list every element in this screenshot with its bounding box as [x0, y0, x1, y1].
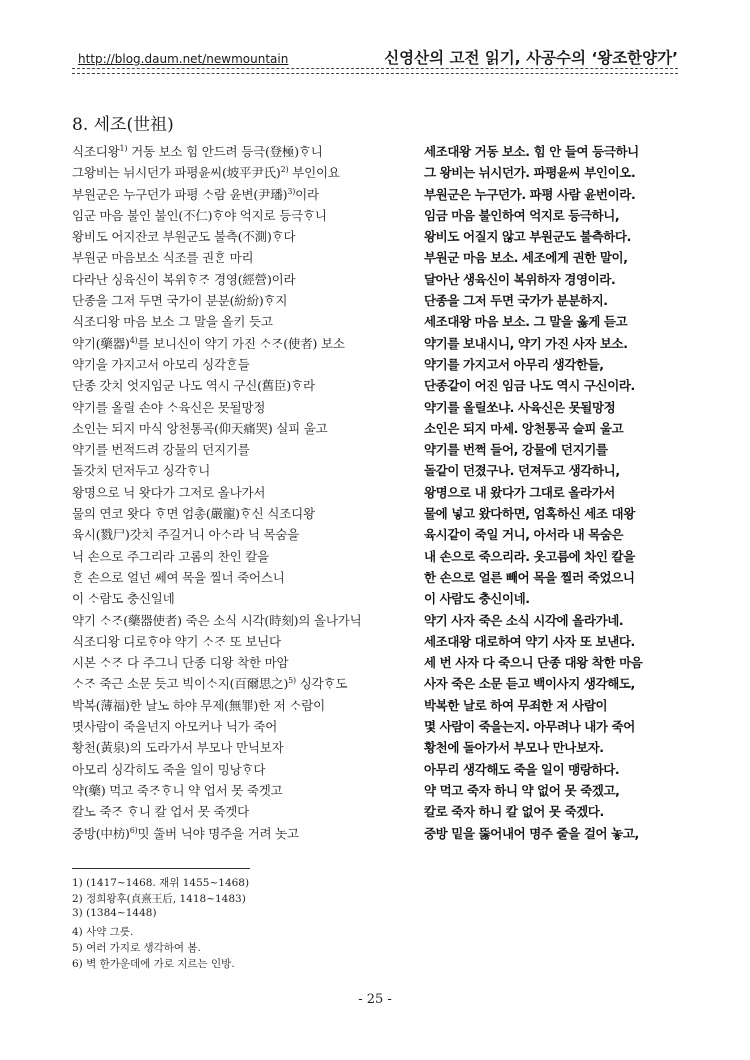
blog-url-link[interactable]: http://blog.daum.net/newmountain — [78, 52, 289, 66]
original-verse-text-rest: 밋 ᄯᅮᆯ버 닉야 명주을 거려 놋고 — [137, 825, 299, 841]
original-verse — [72, 717, 277, 735]
original-verse-text: 식조디왕 — [72, 144, 120, 159]
original-verse-text: 부원군 마음보소 식조를 권ᄒᆞᆫ 마리 — [72, 250, 254, 266]
footnote: 6) 벽 한가운데에 가로 지르는 인방. — [72, 957, 235, 970]
footnote-marker: 6) — [129, 825, 138, 835]
modern-translation: 소인은 되지 마세. 앙천통곡 슬피 울고 — [424, 420, 624, 436]
verse-row — [72, 523, 678, 544]
original-verse — [72, 419, 328, 437]
original-verse-text: 닉 손으로 주그리라 고롬의 찬인 칼을 — [72, 548, 269, 564]
modern-translation: 세조대왕 대로하여 약기 사자 또 보낸다. — [424, 633, 635, 649]
modern-translation: 부원군 마음 보소. 세조에게 권한 말이, — [424, 250, 628, 266]
original-verse — [72, 504, 315, 522]
original-verse — [72, 227, 295, 245]
original-verse-text: ᄒᆞᆫ 손으로 얼넌 쎄여 목을 찔너 죽어스니 — [72, 569, 285, 585]
original-verse — [72, 312, 273, 330]
modern-translation: 내 손으로 죽으리라. 옷고름에 차인 칼을 — [424, 548, 635, 564]
original-verse-text: 칼노 죽ᄌᆞ ᄒᆞ니 칼 업서 못 죽겟다 — [72, 804, 250, 820]
original-verse — [72, 568, 285, 586]
original-verse-text-rest: 를 보니신이 약기 가진 ᄉᆞᄌᆞ(使者) 보소 — [137, 335, 345, 351]
original-verse-text: 박복(薄福)한 날노 하야 무제(無罪)한 저 ᄉᆞ람이 — [72, 697, 326, 713]
original-verse-text: 아모리 싱각히도 죽을 일이 밍낭ᄒᆞ다 — [72, 761, 266, 777]
original-verse-text: 단종 갓치 엇지임군 나도 역시 구신(舊臣)ᄒᆞ라 — [72, 378, 315, 394]
footnote-divider — [72, 868, 250, 869]
modern-translation: 돌같이 던졌구나. 던져두고 생각하니, — [424, 463, 620, 479]
modern-translation: 단종같이 어진 임금 나도 역시 구신이라. — [424, 378, 635, 394]
original-verse-text: 이 ᄉᆞ람도 충신일네 — [72, 591, 175, 607]
original-verse — [72, 291, 287, 309]
page-number: - 25 - — [358, 992, 392, 1007]
modern-translation: 한 손으로 얼른 빼어 목을 찔러 죽었으니 — [424, 569, 635, 585]
original-verse — [72, 334, 345, 352]
modern-translation: 약기를 가지고서 아무리 생각한들, — [424, 356, 604, 372]
modern-translation: 세조대왕 거동 보소. 힘 안 들여 등극하니 — [424, 144, 639, 159]
modern-translation: 육시같이 죽일 거니, 아서라 내 목숨은 — [424, 527, 624, 543]
original-verse-text: 황천(黃泉)의 도라가서 부모나 만닉보자 — [72, 740, 284, 756]
original-verse-text: 물의 연코 왓다 ᄒᆞ면 엄총(嚴寵)ᄒᆞ신 식조디왕 — [72, 506, 315, 522]
original-verse — [72, 653, 288, 671]
modern-translation: 임금 마음 불인하여 억지로 등극하니, — [424, 207, 620, 223]
page-header — [72, 44, 678, 70]
footnote: 2) 정희왕후(貞熹王后, 1418~1483) — [72, 893, 246, 906]
original-verse — [72, 185, 319, 203]
verse-row — [72, 630, 678, 651]
modern-translation: 세조대왕 마음 보소. 그 말을 옳게 듣고 — [424, 314, 628, 330]
original-verse-text: 약(藥) 먹고 죽ᄌᆞᄒᆞ니 약 업서 못 죽겟고 — [72, 782, 283, 798]
original-verse-text: 식조디왕 디로ᄒᆞ야 약기 ᄉᆞᄌᆞ 또 보닌다 — [72, 633, 281, 649]
original-verse-text: 육시(戮尸)갓치 주길거니 아ᄉᆞ라 닉 목숨을 — [72, 527, 300, 543]
verse-rows — [72, 140, 678, 843]
modern-translation: 몇 사람이 죽을는지. 아무려나 내가 죽어 — [424, 719, 635, 735]
original-verse — [72, 398, 265, 416]
original-verse-text: 식조디왕 마음 보소 그 말을 올키 듯고 — [72, 314, 273, 330]
verse-row — [72, 481, 678, 502]
original-verse-text: 돌갓치 던저두고 싱각ᄒᆞ니 — [72, 463, 211, 479]
footnote: 5) 여러 가지로 생각하여 봄. — [72, 941, 201, 954]
footnote-marker: 3) — [287, 186, 296, 196]
modern-translation: 약기 사자 죽은 소식 시각에 올라가네. — [424, 612, 624, 628]
original-verse-text-rest: 부인이요 — [288, 165, 340, 181]
original-verse — [72, 589, 175, 607]
verse-row — [72, 246, 678, 267]
footnote-marker: 5) — [288, 676, 296, 686]
original-verse-text: 시본 ᄉᆞᄌᆞ 다 주그니 단종 디왕 착한 마암 — [72, 655, 289, 671]
verse-row — [72, 672, 678, 693]
original-verse-text: 약기를 올릴 손야 ᄉᆞ육신은 못될망정 — [72, 399, 266, 415]
original-verse — [72, 696, 325, 714]
original-verse — [72, 163, 340, 181]
verse-row — [72, 715, 678, 736]
footnote: 3) (1384~1448) — [72, 907, 157, 920]
modern-translation: 박복한 날로 하여 무죄한 저 사람이 — [424, 697, 608, 713]
original-verse — [72, 142, 323, 160]
verse-row — [72, 140, 678, 161]
modern-translation: 달아난 생육신이 복위하자 경영이라. — [424, 271, 616, 287]
verse-row — [72, 587, 678, 608]
original-verse-text: 왕명으로 닉 왓다가 그저로 올나가서 — [72, 484, 266, 500]
original-verse-text: 부원군은 누구던가 파평 ᄉᆞ람 윤변(尹璠) — [72, 186, 288, 202]
original-verse — [72, 525, 299, 543]
original-verse-text: 약기을 가지고서 아모리 싱각ᄒᆞᆫ들 — [72, 356, 250, 372]
verse-row — [72, 822, 678, 843]
verse-row — [72, 502, 678, 523]
header-divider-top — [72, 68, 678, 69]
original-verse — [72, 270, 295, 288]
modern-translation: 부원군은 누구던가. 파평 사람 윤번이라. — [424, 186, 636, 202]
footnote-marker: 4) — [129, 335, 138, 345]
footnotes — [72, 875, 249, 972]
original-verse-text: 약기 ᄉᆞᄌᆞ(藥器使者) 죽은 소식 시각(時刻)의 올나가닉 — [72, 612, 362, 628]
verse-row — [72, 225, 678, 246]
original-verse-text: 약기를 번적드려 강물의 던지기를 — [72, 442, 250, 458]
verse-row — [72, 566, 678, 587]
verse-row — [72, 459, 678, 480]
footnote: 1) (1417~1468. 재위 1455~1468) — [72, 877, 250, 889]
header-divider-bottom — [72, 73, 678, 74]
original-verse-text: 약기(藥器) — [72, 335, 130, 351]
original-verse — [72, 547, 269, 565]
modern-translation: 황천에 돌아가서 부모나 만나보자. — [424, 740, 604, 756]
modern-translation: 단종을 그저 두면 국가가 분분하지. — [424, 293, 608, 309]
original-verse-text: 다라난 싱육신이 복위ᄒᆞᄌᆞ 경영(經營)이라 — [72, 271, 296, 287]
modern-translation: 약 먹고 죽자 하니 약 없어 못 죽겠고, — [424, 782, 620, 798]
original-verse — [72, 824, 299, 842]
original-verse — [72, 611, 362, 629]
original-verse-text-rest: 싱각ᄒᆞ도 — [295, 676, 348, 692]
verse-row — [72, 736, 678, 757]
modern-translation: 약기를 보내시니, 약기 가진 사자 보소. — [424, 335, 628, 351]
original-verse-text: 그왕비는 뉘시던가 파평윤씨(坡平尹氏) — [72, 165, 281, 181]
original-verse-text-rest: 거동 보소 힘 안드려 등극(登極)ᄒᆞ니 — [127, 144, 323, 159]
verse-row — [72, 204, 678, 225]
original-verse — [72, 781, 283, 799]
original-verse — [72, 483, 265, 501]
original-verse — [72, 760, 265, 778]
original-verse-text-rest: 이라 — [295, 186, 319, 202]
original-verse — [72, 632, 281, 650]
original-verse — [72, 738, 284, 756]
verse-row — [72, 161, 678, 182]
section-title: 8. 세조(世祖) — [72, 115, 174, 135]
verse-row — [72, 417, 678, 438]
original-verse-text: 몃사람이 죽을넌지 아모커나 닉가 죽어 — [72, 719, 278, 735]
verse-row — [72, 438, 678, 459]
verse-row — [72, 268, 678, 289]
verse-row — [72, 609, 678, 630]
modern-translation: 아무리 생각해도 죽을 일이 맹랑하다. — [424, 761, 620, 777]
verse-row — [72, 758, 678, 779]
original-verse-text: 단종을 그저 두면 국가이 분분(紛紛)ᄒᆞ지 — [72, 293, 288, 309]
original-verse — [72, 674, 347, 692]
footnote: 4) 사약 그릇. — [72, 925, 134, 938]
modern-translation: 이 사람도 충신이네. — [424, 591, 530, 607]
original-verse-text: ᄉᆞᄌᆞ 죽근 소문 듯고 빅이ᄉᆞ지(百爾思之) — [72, 676, 289, 692]
original-verse-text: 왕비도 어지잔코 부원군도 불측(不測)ᄒᆞ다 — [72, 229, 296, 245]
verse-row — [72, 800, 678, 821]
verse-row — [72, 374, 678, 395]
modern-translation: 물에 넣고 왔다하면, 엄혹하신 세조 대왕 — [424, 506, 635, 522]
original-verse — [72, 440, 250, 458]
original-verse — [72, 802, 249, 820]
original-verse-text: 소인는 되지 마식 앙천통곡(仰天痛哭) 실피 울고 — [72, 420, 328, 436]
original-verse — [72, 355, 250, 373]
original-verse-text: 임군 마음 불인 불인(不仁)ᄒᆞ야 억지로 등극ᄒᆞ니 — [72, 207, 327, 223]
modern-translation: 칼로 죽자 하니 칼 없어 못 죽겠다. — [424, 804, 604, 820]
modern-translation: 중방 밑을 뚫어내어 명주 줄을 걸어 놓고, — [424, 825, 639, 841]
footnote-marker: 2) — [280, 165, 289, 175]
modern-translation: 약기를 올릴쏘냐. 사육신은 못될망정 — [424, 399, 616, 415]
modern-translation: 세 번 사자 다 죽으니 단종 대왕 착한 마음 — [424, 655, 643, 671]
modern-translation: 약기를 번쩍 들어, 강물에 던지기를 — [424, 442, 608, 458]
verse-row — [72, 545, 678, 566]
verse-row — [72, 310, 678, 331]
original-verse-text: 중방(中枋) — [72, 825, 130, 841]
verse-row — [72, 694, 678, 715]
verse-row — [72, 779, 678, 800]
header-title: 신영산의 고전 읽기, 사공수의 ‘왕조한양가’ — [384, 49, 678, 67]
verse-row — [72, 396, 678, 417]
modern-translation: 왕비도 어질지 않고 부원군도 불측하다. — [424, 229, 631, 245]
footnote-marker: 1) — [119, 143, 128, 153]
original-verse — [72, 206, 327, 224]
original-verse — [72, 376, 315, 394]
modern-translation: 왕명으로 내 왔다가 그대로 올라가서 — [424, 484, 615, 500]
verse-row — [72, 651, 678, 672]
modern-translation: 사자 죽은 소문 듣고 백이사지 생각해도, — [424, 676, 635, 692]
original-verse — [72, 248, 253, 266]
verse-row — [72, 289, 678, 310]
verse-row — [72, 183, 678, 204]
original-verse — [72, 461, 210, 479]
modern-translation: 그 왕비는 뉘시던가. 파평윤씨 부인이오. — [424, 165, 636, 181]
verse-row — [72, 353, 678, 374]
verse-row — [72, 332, 678, 353]
